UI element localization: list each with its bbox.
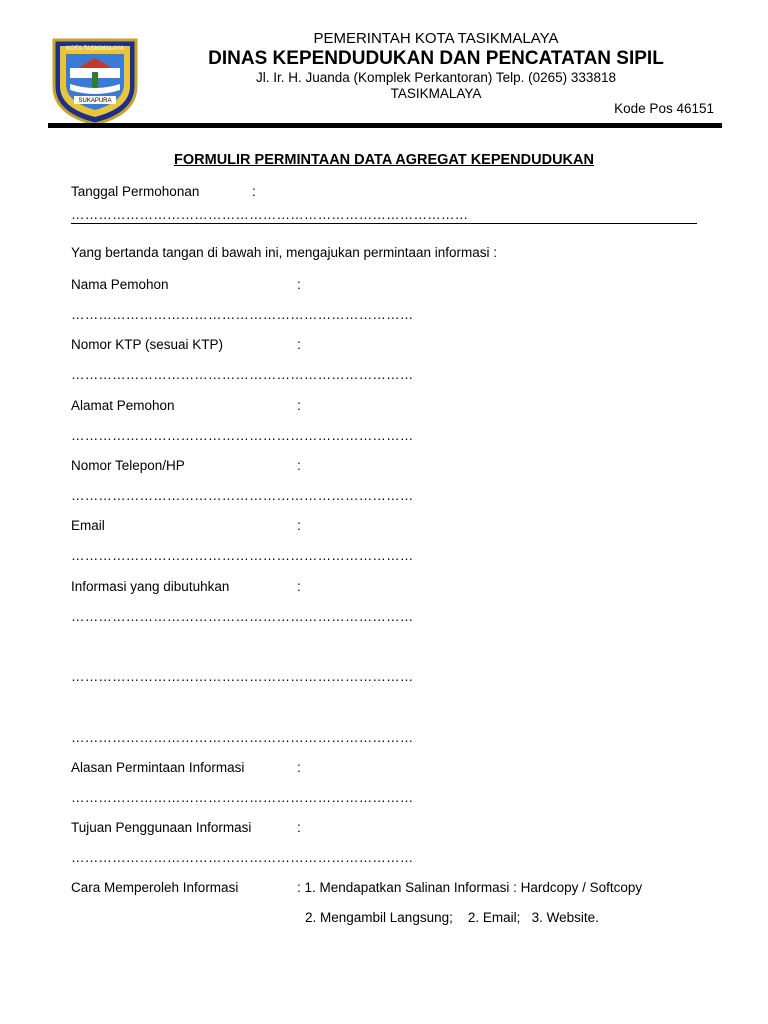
alasan-colon: : xyxy=(297,760,301,775)
alasan-label: Alasan Permintaan Informasi xyxy=(71,760,245,775)
postal-code: Kode Pos 46151 xyxy=(614,101,714,116)
alamat-fill-line[interactable]: ………………………………………………………………… xyxy=(71,428,414,443)
email-label: Email xyxy=(71,518,105,533)
svg-text:KOTA TASIKMALAYA: KOTA TASIKMALAYA xyxy=(66,46,124,52)
tanggal-label: Tanggal Permohonan xyxy=(71,184,200,199)
alamat-label: Alamat Pemohon xyxy=(71,398,175,413)
tanggal-colon: : xyxy=(252,184,256,199)
government-name: PEMERINTAH KOTA TASIKMALAYA xyxy=(313,30,559,47)
ktp-fill-line[interactable]: ………………………………………………………………… xyxy=(71,367,414,382)
informasi-fill-line-1[interactable]: ………………………………………………………………… xyxy=(71,609,414,624)
nama-label: Nama Pemohon xyxy=(71,277,169,292)
cara-option-2: 2. Mengambil Langsung; 2. Email; 3. Website. xyxy=(305,910,599,925)
alasan-fill-line[interactable]: ………………………………………………………………… xyxy=(71,790,414,805)
telepon-colon: : xyxy=(297,458,301,473)
informasi-fill-line-3[interactable]: ………………………………………………………………… xyxy=(71,730,414,745)
alamat-colon: : xyxy=(297,398,301,413)
header-divider xyxy=(48,123,722,128)
informasi-fill-line-2[interactable]: ………………………………………………………………… xyxy=(71,669,414,684)
intro-text: Yang bertanda tangan di bawah ini, mengajukan permintaan informasi : xyxy=(71,245,498,260)
ktp-label: Nomor KTP (sesuai KTP) xyxy=(71,337,224,352)
cara-option-1: : 1. Mendapatkan Salinan Informasi : Hardcopy / Softcopy xyxy=(297,880,643,895)
informasi-colon: : xyxy=(297,579,301,594)
svg-text:SUKAPURA: SUKAPURA xyxy=(78,98,112,104)
office-address: Jl. Ir. H. Juanda (Komplek Perkantoran) Telp. (0265) 333818 xyxy=(256,70,616,85)
city-seal-logo xyxy=(48,34,142,128)
tanggal-fill-line[interactable]: …………………………………………………………………………… xyxy=(71,207,469,222)
tujuan-label: Tujuan Penggunaan Informasi xyxy=(71,820,252,835)
telepon-fill-line[interactable]: ………………………………………………………………… xyxy=(71,488,414,503)
informasi-label: Informasi yang dibutuhkan xyxy=(71,579,230,594)
tujuan-colon: : xyxy=(297,820,301,835)
department-name: DINAS KEPENDUDUKAN DAN PENCATATAN SIPIL xyxy=(208,48,664,69)
email-colon: : xyxy=(297,518,301,533)
nama-colon: : xyxy=(297,277,301,292)
tujuan-fill-line[interactable]: ………………………………………………………………… xyxy=(71,850,414,865)
cara-label: Cara Memperoleh Informasi xyxy=(71,880,239,895)
tanggal-underline xyxy=(71,223,697,224)
city-name: TASIKMALAYA xyxy=(390,86,482,101)
form-title: FORMULIR PERMINTAAN DATA AGREGAT KEPENDUDUKAN xyxy=(174,152,594,168)
telepon-label: Nomor Telepon/HP xyxy=(71,458,185,473)
email-fill-line[interactable]: ………………………………………………………………… xyxy=(71,548,414,563)
ktp-colon: : xyxy=(297,337,301,352)
nama-fill-line[interactable]: ………………………………………………………………… xyxy=(71,307,414,322)
